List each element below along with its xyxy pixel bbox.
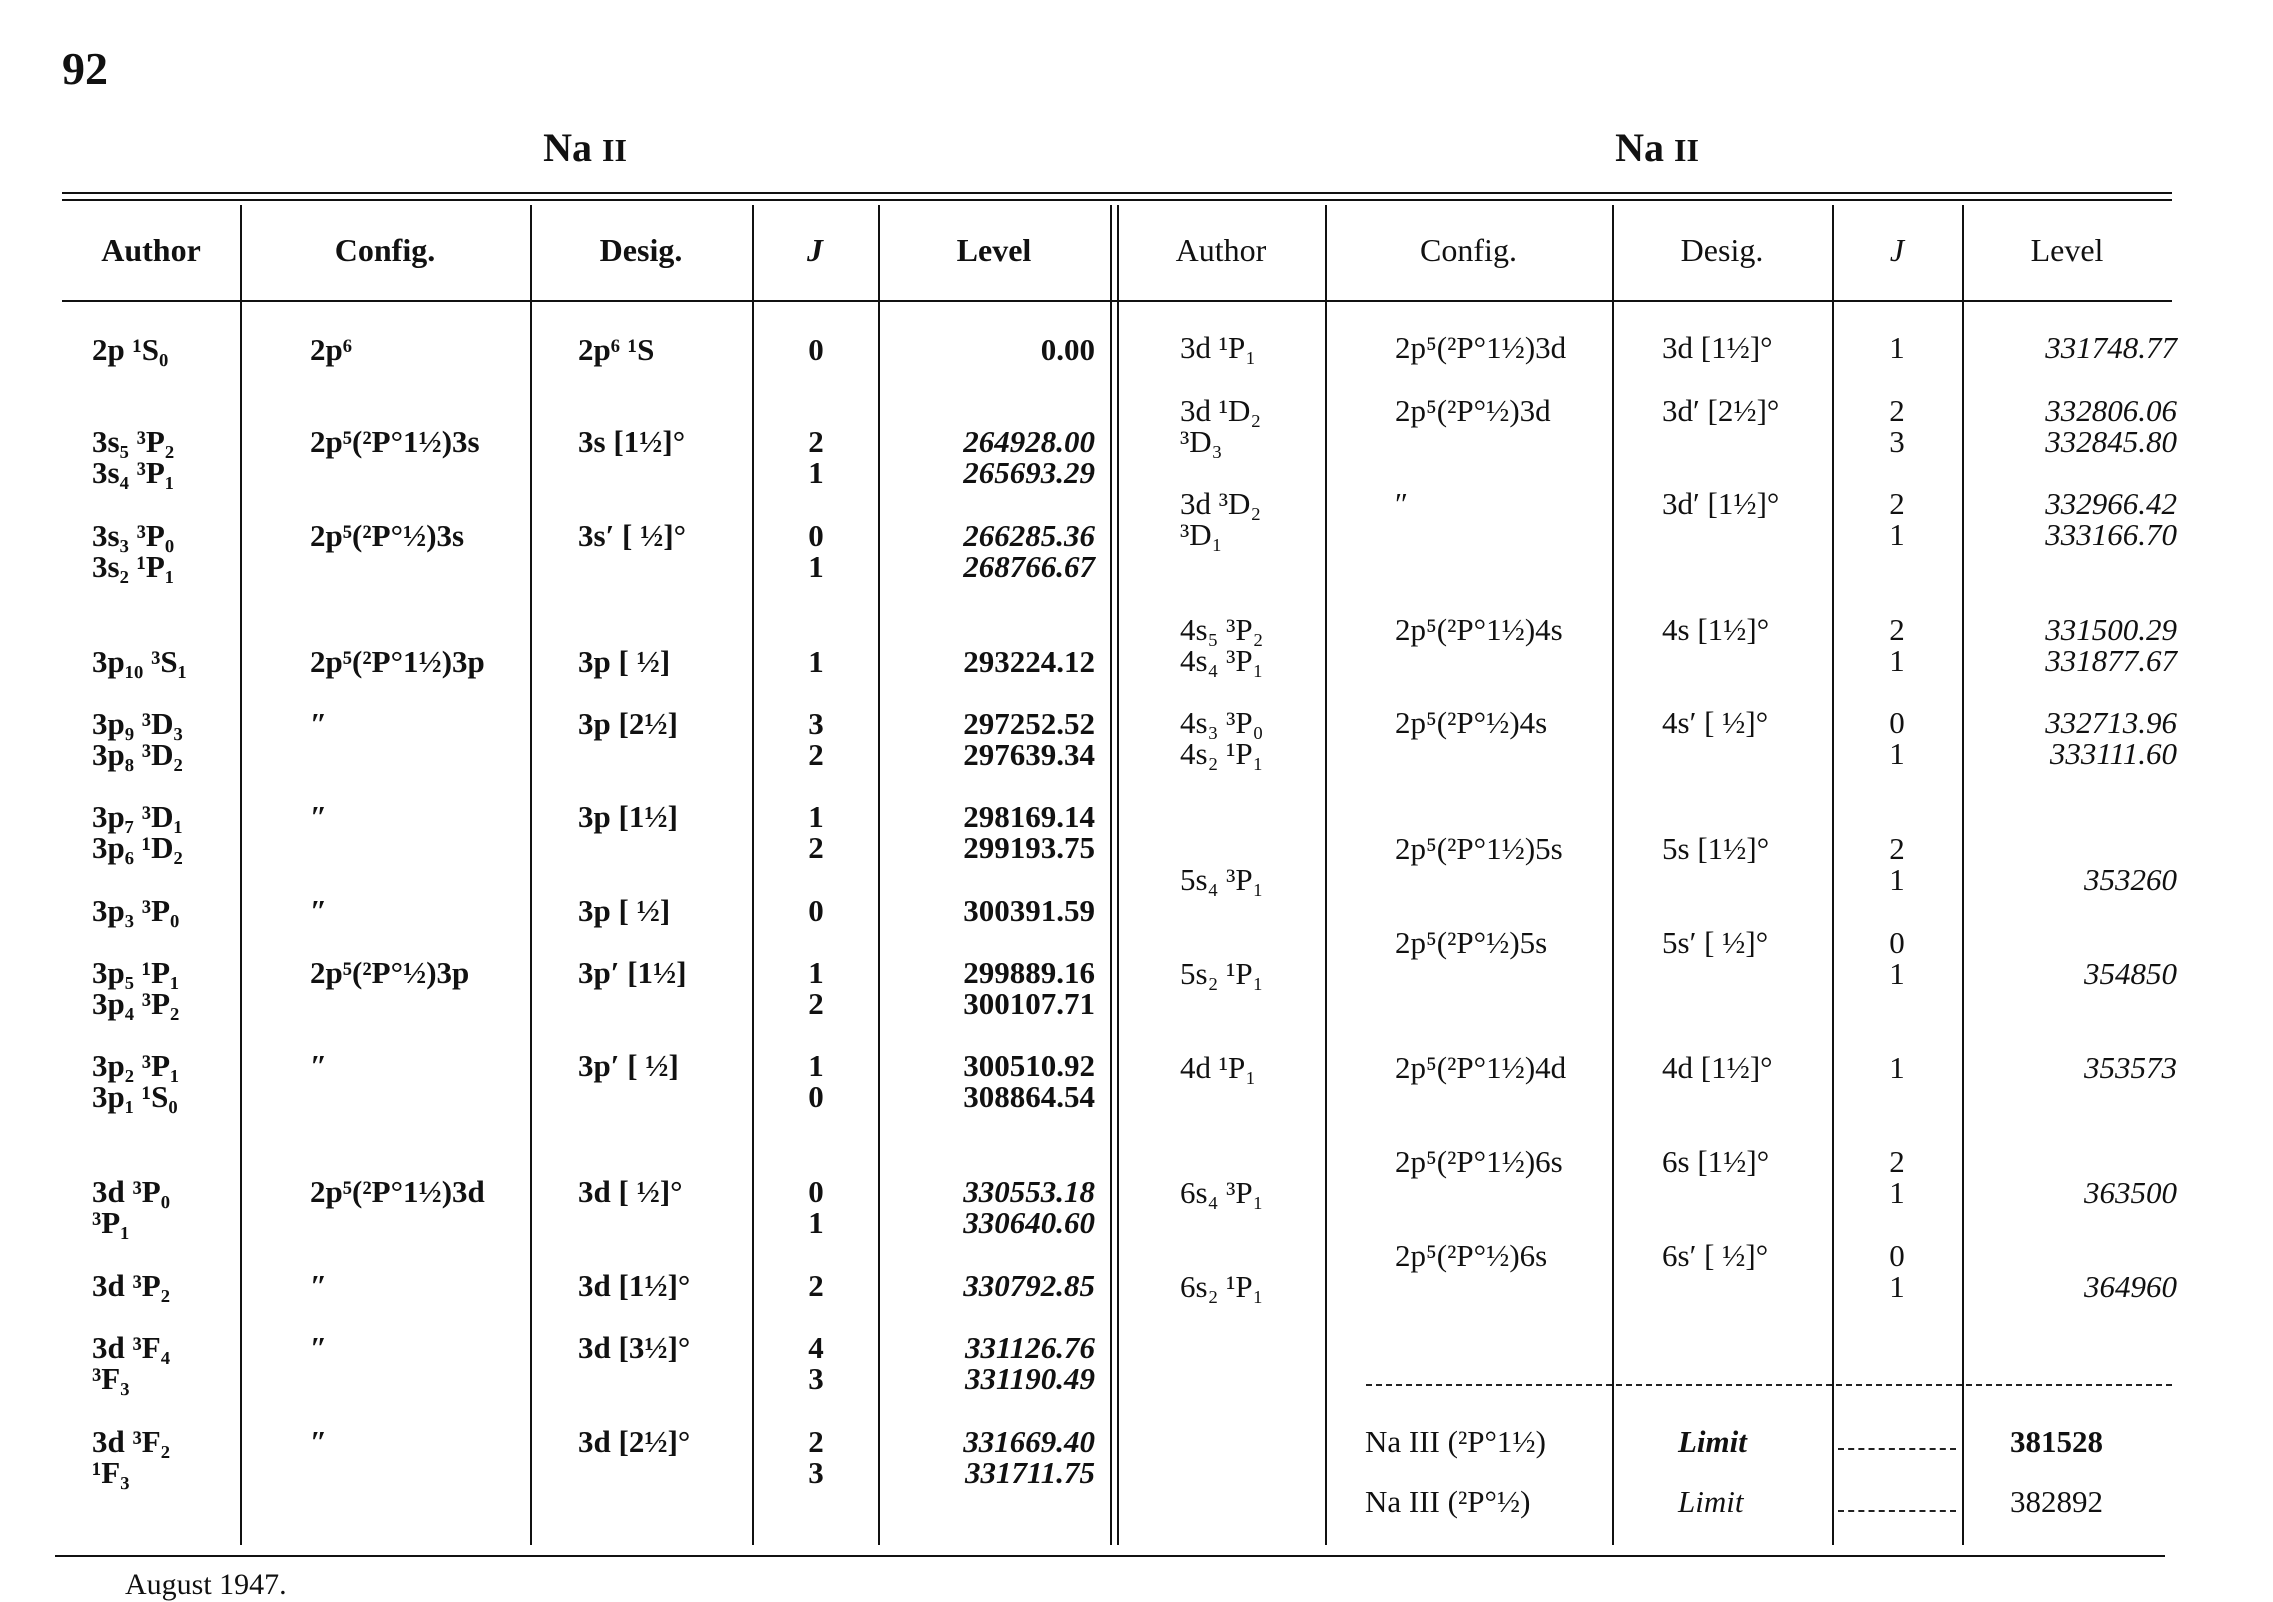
cell-level: 331711.75	[964, 1455, 1095, 1490]
header-desig: Desig.	[599, 232, 683, 268]
cell-j: 1	[1889, 1050, 1905, 1085]
cell-config: 2p⁵(²P°1½)3d	[310, 1174, 485, 1209]
cell-j: 0	[808, 332, 824, 367]
header-author: Author	[1175, 232, 1267, 268]
cell-level: 268766.67	[963, 549, 1095, 584]
header-level: Level	[2030, 232, 2104, 268]
cell-author: 4s₄ ³P₁	[1180, 643, 1264, 678]
cell-author: 5s₄ ³P₁	[1180, 862, 1264, 897]
cell-j: 2	[1889, 831, 1905, 866]
limit-separator	[1366, 1384, 2172, 1386]
cell-level: 331126.76	[964, 1330, 1095, 1365]
cell-level: 353573	[2084, 1050, 2177, 1085]
cell-desig: 3s′ [ ½]°	[578, 518, 687, 553]
cell-level: 297639.34	[963, 737, 1095, 772]
cell-j: 0	[1889, 705, 1905, 740]
cell-config: 2p⁵(²P°1½)5s	[1395, 831, 1563, 866]
cell-author: 3d ³P₂	[92, 1268, 171, 1303]
right-table-title: Na II	[1615, 125, 1699, 170]
cell-desig: 4d [1½]°	[1662, 1050, 1773, 1085]
cell-desig: 3p [2½]	[578, 706, 678, 741]
limit-level: 381528	[2010, 1424, 2103, 1459]
cell-level: 330640.60	[963, 1205, 1095, 1240]
cell-j: 0	[808, 518, 824, 553]
cell-j: 1	[808, 799, 824, 834]
cell-author: 3s₃ ³P₀	[92, 518, 175, 553]
cell-j: 1	[808, 455, 824, 490]
limit-config: Na III (²P°½)	[1365, 1484, 1531, 1519]
cell-j: 1	[1889, 1175, 1905, 1210]
cell-j: 3	[1889, 424, 1905, 459]
cell-j: 1	[808, 955, 824, 990]
cell-j: 1	[1889, 736, 1905, 771]
cell-level: 331748.77	[2045, 330, 2177, 365]
cell-config: ″	[310, 1048, 328, 1083]
cell-level: 331669.40	[963, 1424, 1095, 1459]
cell-desig: 3p′ [ ½]	[578, 1048, 679, 1083]
cell-j: 1	[808, 549, 824, 584]
cell-j: 4	[808, 1330, 824, 1365]
cell-j: 3	[808, 1361, 824, 1396]
top-rule-inner	[62, 199, 2172, 201]
cell-config: 2p⁵(²P°½)3s	[310, 518, 465, 553]
cell-level: 264928.00	[963, 424, 1095, 459]
cell-level: 353260	[2084, 862, 2177, 897]
top-rule	[62, 192, 2172, 194]
cell-desig: 3s [1½]°	[578, 424, 686, 459]
cell-level: 300391.59	[963, 893, 1095, 928]
cell-level: 293224.12	[963, 644, 1095, 679]
cell-level: 308864.54	[963, 1079, 1095, 1114]
cell-level: 333111.60	[2049, 736, 2177, 771]
col-divider	[530, 205, 532, 1545]
cell-author: 3p₁₀ ³S₁	[92, 644, 187, 679]
col-divider	[1325, 205, 1327, 1545]
cell-author: 3d ³D₂	[1180, 486, 1262, 521]
cell-config: ″	[310, 1330, 328, 1365]
cell-level: 330553.18	[963, 1174, 1095, 1209]
cell-level: 300510.92	[963, 1048, 1095, 1083]
cell-level: 333166.70	[2045, 517, 2177, 552]
cell-level: 298169.14	[963, 799, 1095, 834]
cell-j: 1	[1889, 643, 1905, 678]
cell-level: 266285.36	[963, 518, 1095, 553]
cell-author: 4s₅ ³P₂	[1180, 612, 1264, 647]
col-divider	[752, 205, 754, 1545]
cell-level: 331190.49	[964, 1361, 1095, 1396]
cell-desig: 3p [ ½]	[578, 644, 671, 679]
cell-desig: 3p [1½]	[578, 799, 678, 834]
cell-j: 2	[808, 830, 824, 865]
cell-level: 299193.75	[963, 830, 1095, 865]
cell-j: 0	[1889, 925, 1905, 960]
cell-config: ″	[310, 799, 328, 834]
cell-j: 0	[1889, 1238, 1905, 1273]
cell-author: 4d ¹P₁	[1180, 1050, 1257, 1085]
col-divider	[1832, 205, 1834, 1545]
bottom-rule	[55, 1555, 2165, 1557]
cell-author: 6s₂ ¹P₁	[1180, 1269, 1264, 1304]
cell-level: 364960	[2084, 1269, 2177, 1304]
cell-j: 3	[808, 706, 824, 741]
cell-author: 3p₁ ¹S₀	[92, 1079, 178, 1114]
cell-j: 1	[1889, 956, 1905, 991]
cell-author: 3s₄ ³P₁	[92, 455, 175, 490]
cell-j: 2	[808, 986, 824, 1021]
cell-j: 0	[808, 1174, 824, 1209]
cell-level: 330792.85	[963, 1268, 1095, 1303]
cell-desig: 3d [1½]°	[1662, 330, 1773, 365]
cell-level: 331877.67	[2045, 643, 2177, 678]
cell-j: 0	[808, 893, 824, 928]
cell-level: 0.00	[1040, 332, 1095, 367]
cell-config: 2p⁵(²P°½)5s	[1395, 925, 1548, 960]
cell-author: 3p₇ ³D₁	[92, 799, 183, 834]
header-config: Config.	[1420, 232, 1517, 268]
cell-desig: 3d [ ½]°	[578, 1174, 683, 1209]
cell-j: 1	[808, 1048, 824, 1083]
cell-author: 3s₅ ³P₂	[92, 424, 175, 459]
cell-author: 4s₃ ³P₀	[1180, 705, 1264, 740]
cell-j: 2	[1889, 393, 1905, 428]
cell-level: 332713.96	[2045, 705, 2177, 740]
cell-desig: 6s′ [ ½]°	[1662, 1238, 1769, 1273]
cell-desig: 3d [2½]°	[578, 1424, 691, 1459]
cell-author: 2p ¹S₀	[92, 332, 169, 367]
cell-config: 2p⁵(²P°½)6s	[1395, 1238, 1548, 1273]
cell-j: 2	[1889, 612, 1905, 647]
cell-config: ″	[310, 893, 328, 928]
header-config: Config.	[334, 232, 436, 268]
cell-j: 1	[1889, 517, 1905, 552]
cell-desig: 3p′ [1½]	[578, 955, 687, 990]
footer-date: August 1947.	[125, 1568, 287, 1601]
cell-config: ″	[1395, 486, 1408, 521]
cell-config: 2p⁵(²P°½)3p	[310, 955, 470, 990]
cell-author: 3p₂ ³P₁	[92, 1048, 180, 1083]
cell-level: 332966.42	[2045, 486, 2177, 521]
cell-level: 332806.06	[2045, 393, 2177, 428]
cell-author: ³D₁	[1180, 517, 1223, 552]
cell-author: 4s₂ ¹P₁	[1180, 736, 1264, 771]
cell-author: 3p₃ ³P₀	[92, 893, 180, 928]
cell-author: ³P₁	[92, 1205, 130, 1240]
cell-desig: 3d [3½]°	[578, 1330, 691, 1365]
cell-desig: 2p⁶ ¹S	[578, 332, 655, 367]
table-double-divider	[1110, 205, 1112, 1545]
cell-j: 1	[1889, 862, 1905, 897]
cell-config: ″	[310, 1268, 328, 1303]
cell-level: 299889.16	[963, 955, 1095, 990]
limit-level: 382892	[2010, 1484, 2103, 1519]
cell-j: 2	[808, 424, 824, 459]
cell-level: 300107.71	[963, 986, 1095, 1021]
header-level: Level	[956, 232, 1032, 268]
cell-config: ″	[310, 706, 328, 741]
cell-j: 1	[1889, 1269, 1905, 1304]
left-table-title: Na II	[543, 125, 627, 170]
cell-desig: 6s [1½]°	[1662, 1144, 1770, 1179]
cell-desig: 3d′ [2½]°	[1662, 393, 1780, 428]
header-author: Author	[101, 232, 201, 268]
cell-j: 1	[1889, 330, 1905, 365]
header-desig: Desig.	[1680, 232, 1764, 268]
cell-config: 2p⁵(²P°½)4s	[1395, 705, 1548, 740]
cell-desig: 5s [1½]°	[1662, 831, 1770, 866]
cell-j: 2	[808, 1268, 824, 1303]
cell-author: 5s₂ ¹P₁	[1180, 956, 1264, 991]
cell-author: 3d ¹D₂	[1180, 393, 1262, 428]
cell-desig: 5s′ [ ½]°	[1662, 925, 1769, 960]
limit-j-dash	[1838, 1510, 1956, 1512]
cell-j: 2	[1889, 1144, 1905, 1179]
cell-j: 2	[808, 737, 824, 772]
cell-j: 0	[808, 1079, 824, 1114]
cell-author: ³D₃	[1180, 424, 1223, 459]
header-j: J	[1889, 232, 1905, 268]
cell-author: 3p₄ ³P₂	[92, 986, 180, 1021]
header-j: J	[807, 232, 823, 268]
cell-author: 3d ³P₀	[92, 1174, 171, 1209]
cell-config: 2p⁵(²P°1½)4d	[1395, 1050, 1567, 1085]
page-number: 92	[62, 43, 108, 94]
cell-config: 2p⁵(²P°1½)3p	[310, 644, 485, 679]
cell-level: 354850	[2084, 956, 2177, 991]
cell-j: 1	[808, 644, 824, 679]
cell-author: 3s₂ ¹P₁	[92, 549, 175, 584]
cell-level: 332845.80	[2045, 424, 2177, 459]
cell-config: 2p⁵(²P°1½)4s	[1395, 612, 1563, 647]
cell-author: 3d ³F₂	[92, 1424, 171, 1459]
limit-label: Limit	[1678, 1484, 1744, 1519]
cell-desig: 4s [1½]°	[1662, 612, 1770, 647]
limit-config: Na III (²P°1½)	[1365, 1424, 1546, 1459]
cell-author: 6s₄ ³P₁	[1180, 1175, 1264, 1210]
cell-author: 3p₉ ³D₃	[92, 706, 183, 741]
cell-author: 3p₅ ¹P₁	[92, 955, 180, 990]
cell-j: 1	[808, 1205, 824, 1240]
cell-level: 265693.29	[963, 455, 1095, 490]
cell-author: 3d ³F₄	[92, 1330, 171, 1365]
cell-j: 3	[808, 1455, 824, 1490]
cell-config: ″	[310, 1424, 328, 1459]
cell-j: 2	[1889, 486, 1905, 521]
cell-level: 297252.52	[963, 706, 1095, 741]
cell-author: ³F₃	[92, 1361, 130, 1396]
cell-desig: 3d′ [1½]°	[1662, 486, 1780, 521]
col-divider	[878, 205, 880, 1545]
cell-author: ¹F₃	[92, 1455, 130, 1490]
cell-config: 2p⁵(²P°1½)3s	[310, 424, 480, 459]
cell-desig: 3p [ ½]	[578, 893, 671, 928]
cell-author: 3p₆ ¹D₂	[92, 830, 183, 865]
col-divider	[1962, 205, 1964, 1545]
limit-j-dash	[1838, 1448, 1956, 1450]
cell-desig: 4s′ [ ½]°	[1662, 705, 1769, 740]
cell-level: 363500	[2084, 1175, 2177, 1210]
cell-j: 2	[808, 1424, 824, 1459]
cell-level: 331500.29	[2045, 612, 2177, 647]
cell-config: 2p⁵(²P°½)3d	[1395, 393, 1551, 428]
cell-author: 3d ¹P₁	[1180, 330, 1257, 365]
table-double-divider	[1117, 205, 1119, 1545]
col-divider	[1612, 205, 1614, 1545]
cell-config: 2p⁵(²P°1½)6s	[1395, 1144, 1563, 1179]
cell-config: 2p⁶	[310, 332, 353, 367]
cell-desig: 3d [1½]°	[578, 1268, 691, 1303]
cell-config: 2p⁵(²P°1½)3d	[1395, 330, 1567, 365]
limit-label: Limit	[1678, 1424, 1747, 1459]
cell-author: 3p₈ ³D₂	[92, 737, 183, 772]
col-divider	[240, 205, 242, 1545]
